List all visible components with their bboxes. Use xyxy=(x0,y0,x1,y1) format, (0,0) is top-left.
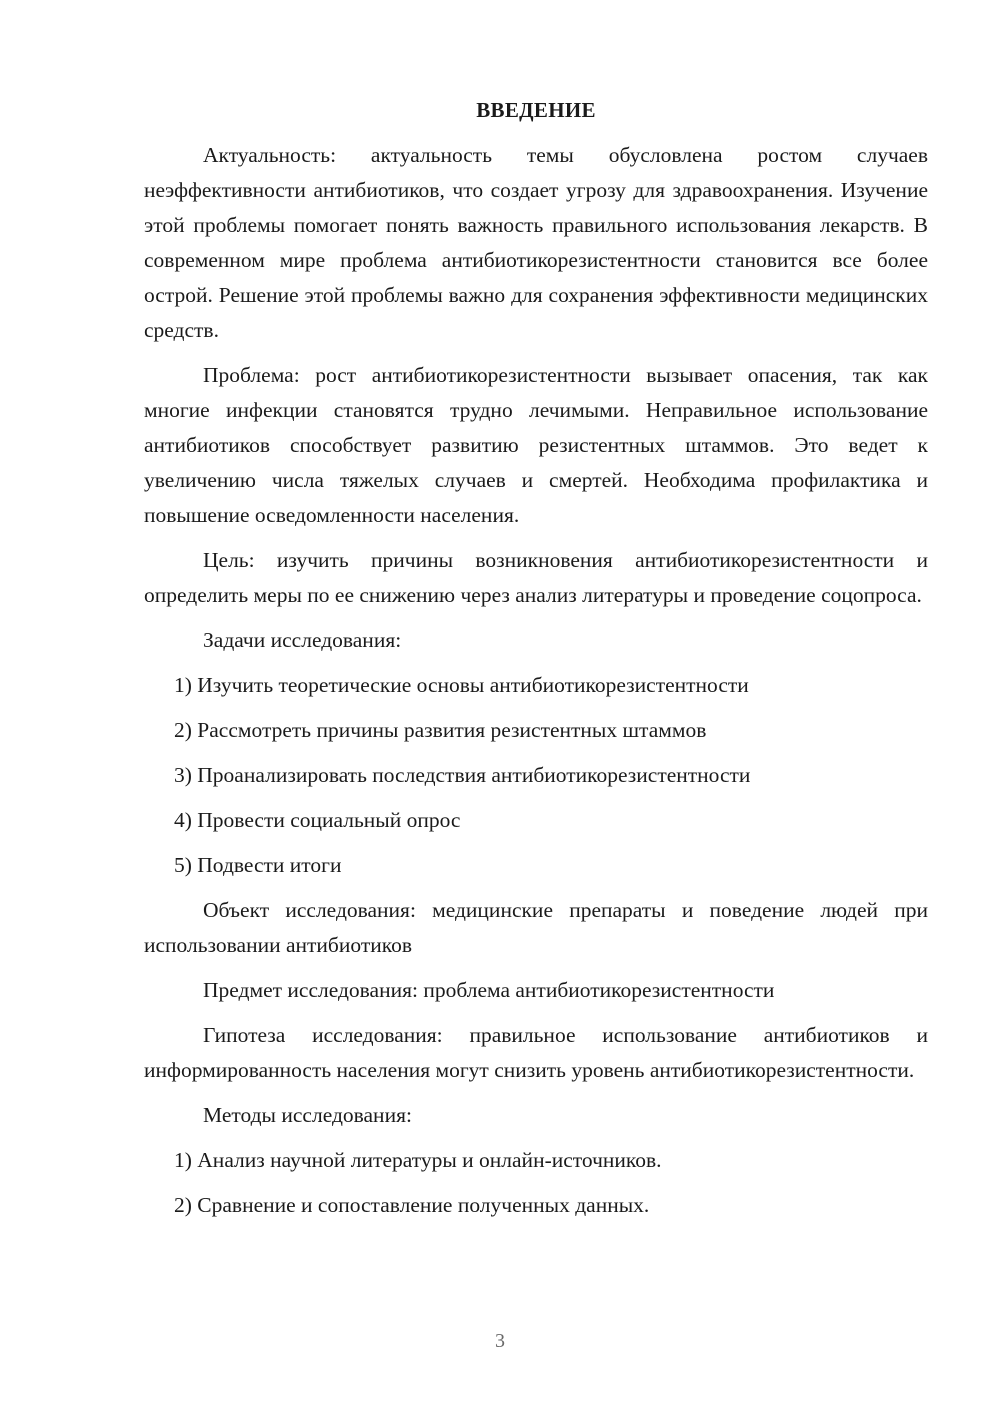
subject-paragraph: Предмет исследования: проблема антибиотикорезистентности xyxy=(203,978,775,1002)
task-item: 2) Рассмотреть причины развития резистентных штаммов xyxy=(174,718,707,742)
method-item: 1) Анализ научной литературы и онлайн-источников. xyxy=(174,1148,662,1172)
goal-paragraph: Цель: изучить причины возникновения антибиотикорезистентности и определить меры по ее снижению через анализ литературы и проведение соцопроса. xyxy=(144,548,928,607)
task-item: 4) Провести социальный опрос xyxy=(174,808,461,832)
methods-heading: Методы исследования: xyxy=(203,1103,412,1127)
object-paragraph: Объект исследования: медицинские препараты и поведение людей при использовании антибиотиков xyxy=(144,898,928,957)
hypothesis-paragraph: Гипотеза исследования: правильное использование антибиотиков и информированность населения могут снизить уровень антибиотикорезистентности. xyxy=(144,1023,928,1082)
page-number: 3 xyxy=(495,1330,505,1352)
tasks-heading: Задачи исследования: xyxy=(203,628,402,652)
task-item: 3) Проанализировать последствия антибиотикорезистентности xyxy=(174,763,751,787)
relevance-paragraph: Актуальность: актуальность темы обусловлена ростом случаев неэффективности антибиотиков, что создает угрозу для здравоохранения. Изучение этой проблемы помогает понять важность правильного использования лекарств. В современном мире проблема антибиотикорезистентности становится все более острой. Решение этой проблемы важно для сохранения эффективности медицинских средств. xyxy=(144,143,928,342)
problem-paragraph: Проблема: рост антибиотикорезистентности вызывает опасения, так как многие инфекции становятся трудно лечимыми. Неправильное использование антибиотиков способствует развитию резистентных штаммов. Это ведет к увеличению числа тяжелых случаев и смертей. Необходима профилактика и повышение осведомленности населения. xyxy=(144,363,928,527)
task-item: 5) Подвести итоги xyxy=(174,853,342,877)
method-item: 2) Сравнение и сопоставление полученных данных. xyxy=(174,1193,650,1217)
document-page xyxy=(144,92,928,1233)
section-title: ВВЕДЕНИЕ xyxy=(476,98,596,122)
task-item: 1) Изучить теоретические основы антибиотикорезистентности xyxy=(174,673,749,697)
